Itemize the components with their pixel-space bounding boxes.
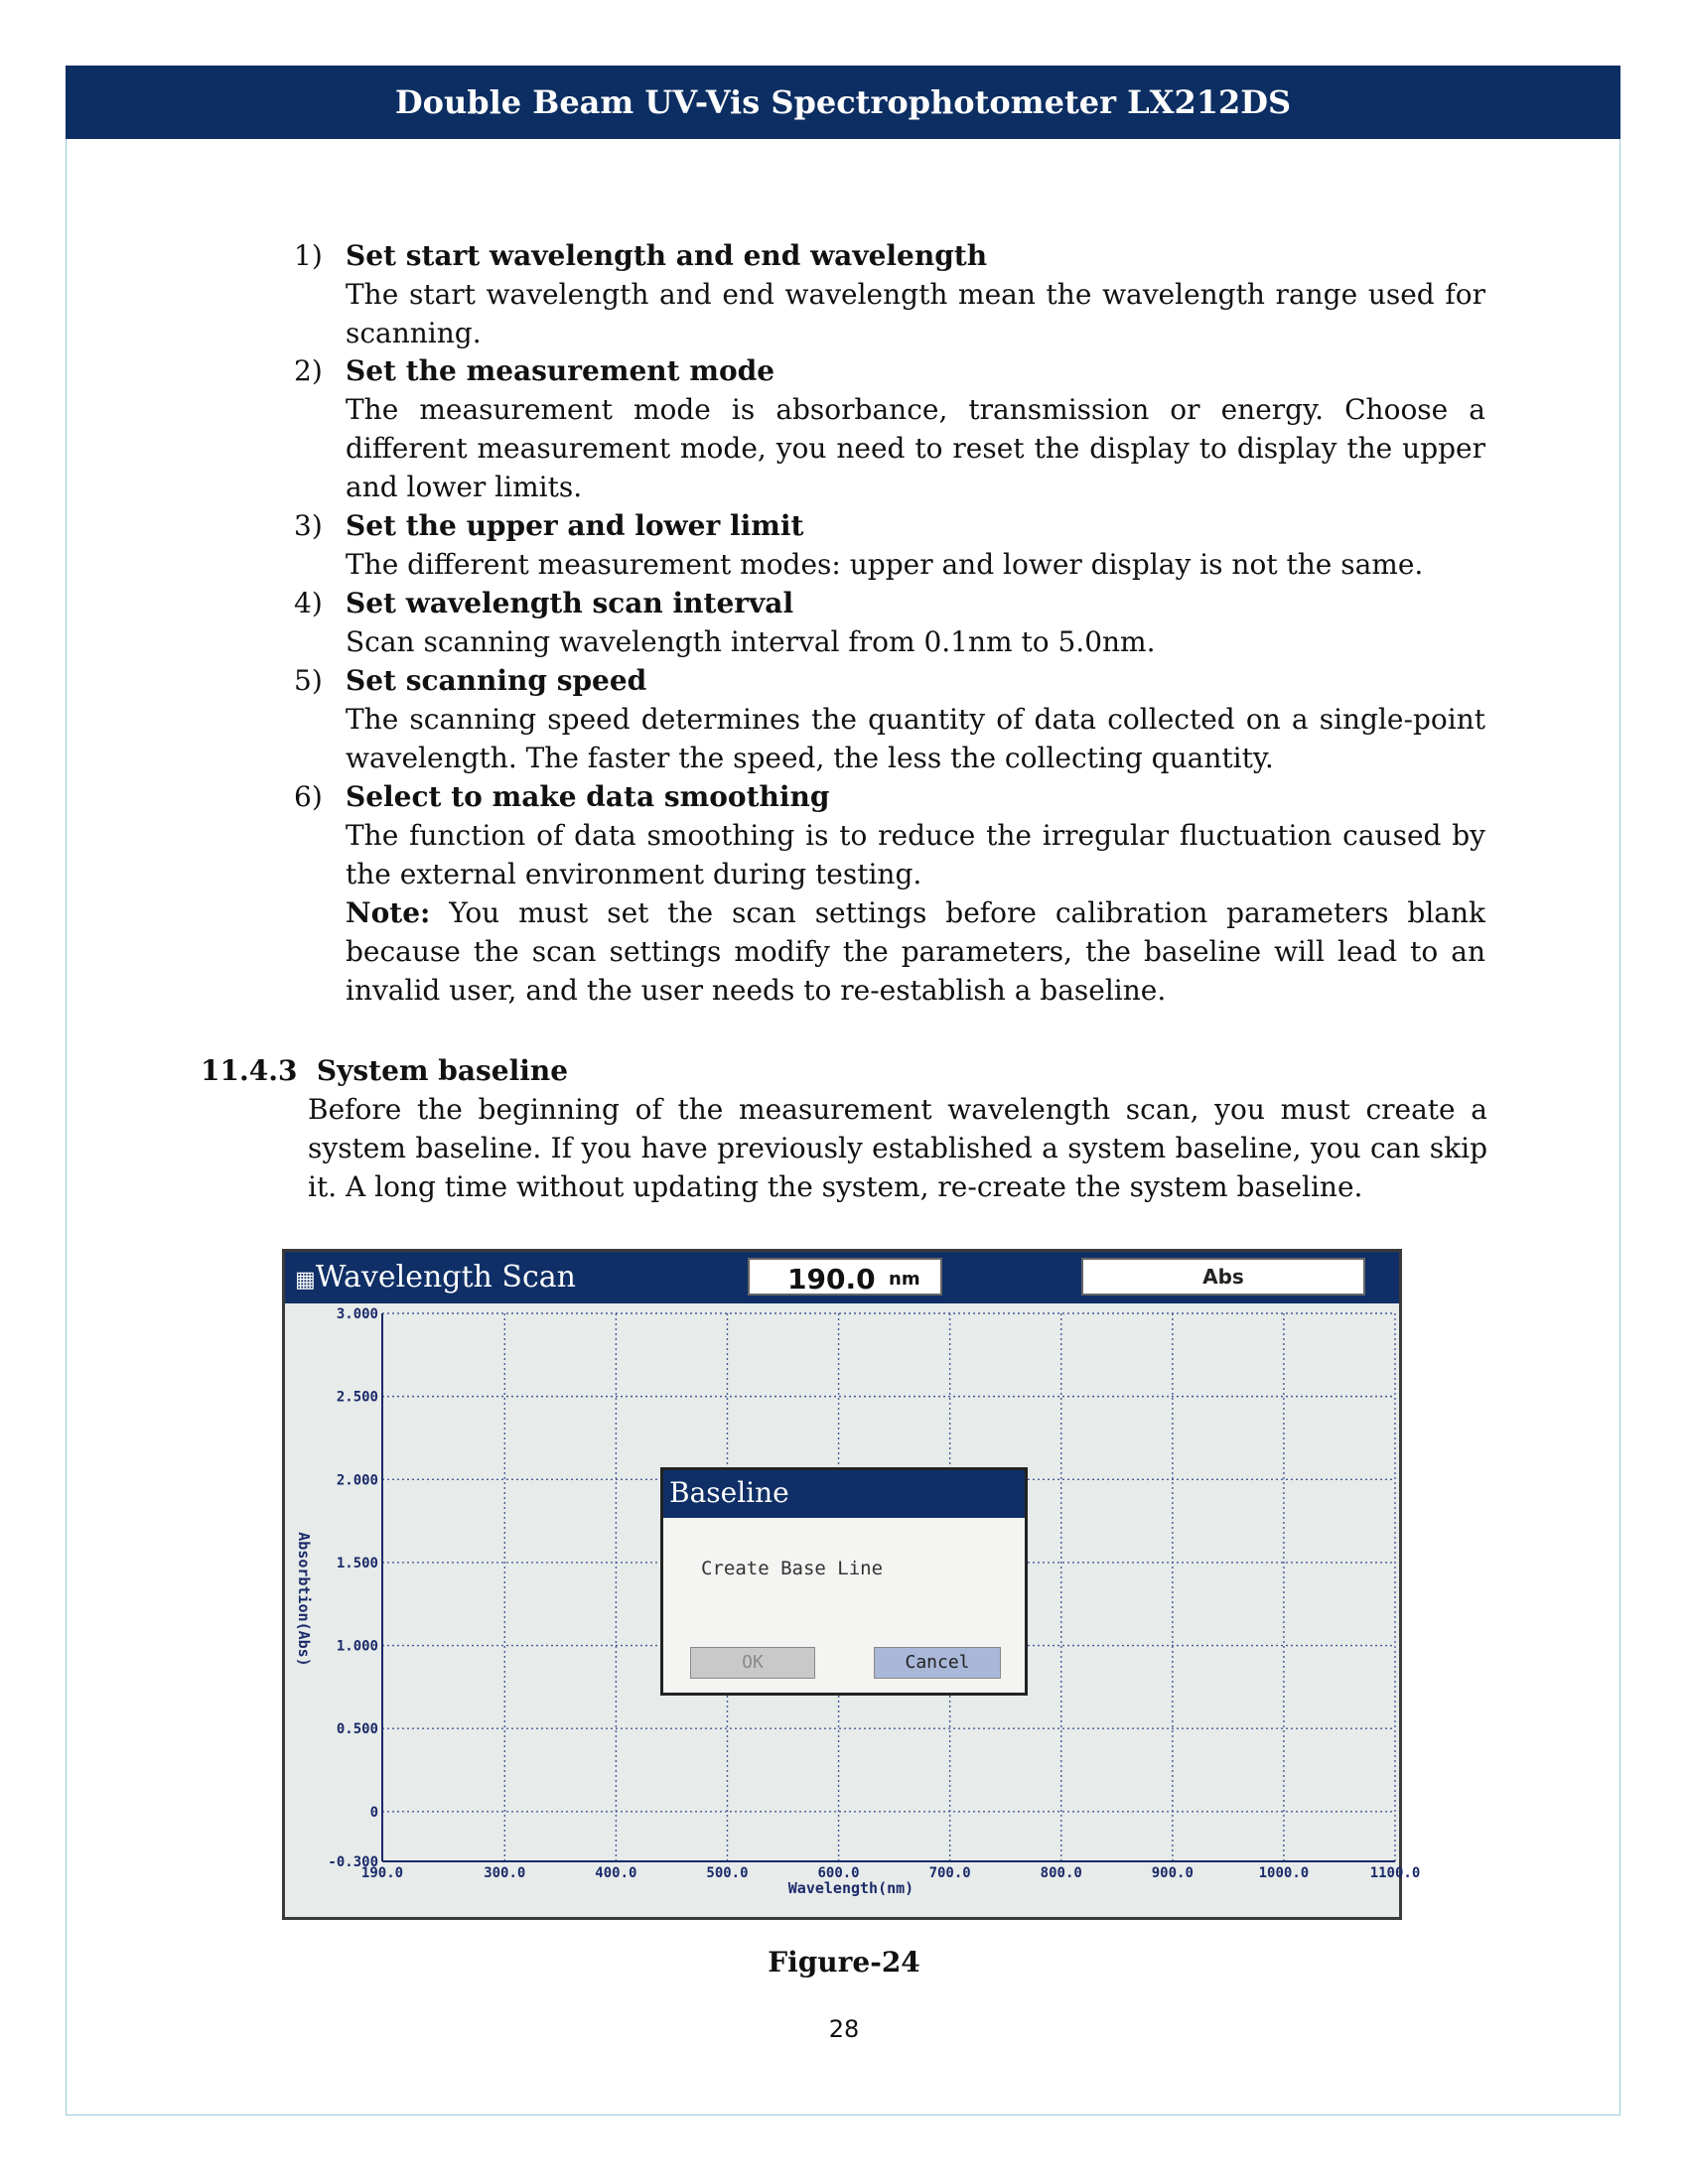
x-tick-label: 800.0 — [1040, 1865, 1082, 1881]
item-heading: Set the measurement mode — [346, 354, 775, 387]
screen-title — [295, 1260, 576, 1295]
figure-caption: Figure-24 — [768, 1946, 920, 1979]
page-number: 28 — [828, 2015, 860, 2043]
item-heading: Set wavelength scan interval — [346, 587, 794, 619]
item-body: The function of data smoothing is to reduce the irregular fluctuation caused by the external environment during testing. — [346, 819, 1485, 890]
item-number: 2) — [294, 354, 323, 387]
wavelength-value: 190.0 — [787, 1263, 876, 1296]
x-tick-label: 300.0 — [484, 1865, 526, 1881]
x-tick-label: 900.0 — [1151, 1865, 1194, 1881]
x-tick-label: 190.0 — [360, 1865, 404, 1881]
item-heading: Set scanning speed — [346, 664, 647, 697]
item-number: 3) — [294, 509, 323, 542]
item-number: 5) — [294, 664, 323, 697]
note-text: You must set the scan settings before calibration parameters blank because the scan settings modify the parameters, the baseline will lead to an invalid user, and the user needs to re-establish a baseline. — [346, 896, 1485, 1007]
keyboard-icon: ▦ — [295, 1268, 316, 1293]
item-number: 1) — [294, 239, 323, 272]
y-tick-label: 2.000 — [336, 1472, 378, 1489]
note-label: Note: — [346, 896, 431, 929]
wavelength-display — [748, 1258, 942, 1296]
y-tick-label: 3.000 — [336, 1306, 378, 1322]
dialog-title-bar — [663, 1470, 1025, 1518]
y-tick-label: 0.500 — [336, 1721, 378, 1738]
item-heading: Select to make data smoothing — [346, 780, 830, 813]
item-body: The scanning speed determines the quantity of data collected on a single-point wavelength. The faster the speed, the less the collecting quantity. — [346, 703, 1485, 774]
item-number: 4) — [294, 587, 323, 619]
instrument-screen — [282, 1249, 1421, 1920]
dialog-title: Baseline — [669, 1476, 789, 1509]
y-tick-label: 1.000 — [336, 1638, 378, 1655]
y-axis-label: Absorbtion(Abs) — [295, 1532, 313, 1667]
item-body: Scan scanning wavelength interval from 0.1nm to 5.0nm. — [346, 625, 1156, 658]
dialog-message: Create Base Line — [701, 1558, 884, 1579]
measurement-mode-display: Abs — [1081, 1258, 1365, 1296]
x-tick-label: 1000.0 — [1258, 1865, 1310, 1881]
x-tick-label: 600.0 — [817, 1865, 860, 1881]
x-tick-label: 400.0 — [595, 1865, 637, 1881]
y-tick-label: 1.500 — [336, 1555, 378, 1571]
y-tick-label: -0.300 — [328, 1854, 378, 1870]
x-tick-label: 700.0 — [928, 1865, 971, 1881]
item-heading: Set start wavelength and end wavelength — [346, 239, 988, 272]
item-number: 6) — [294, 780, 323, 813]
item-body: The measurement mode is absorbance, transmission or energy. Choose a different measurement mode, you need to reset the display to display the upper and lower limits. — [346, 393, 1485, 503]
wavelength-unit: nm — [889, 1269, 920, 1290]
x-tick-label: 500.0 — [706, 1865, 749, 1881]
y-tick-label: 2.500 — [336, 1389, 378, 1406]
cancel-button[interactable]: Cancel — [874, 1647, 1001, 1679]
ok-button[interactable]: OK — [690, 1647, 815, 1679]
document-title: Double Beam UV-Vis Spectrophotometer LX212DS — [394, 83, 1292, 121]
x-axis-label: Wavelength(nm) — [787, 1879, 914, 1897]
baseline-dialog — [660, 1467, 1028, 1696]
section-heading: 11.4.3 System baseline — [201, 1054, 569, 1087]
screen-title-bar — [285, 1252, 1399, 1303]
section-body: Before the beginning of the measurement wavelength scan, you must create a system baseline. If you have previously established a system baseline, you can skip it. A long time without updating the system, re-create the system baseline. — [308, 1093, 1487, 1203]
item-body: The start wavelength and end wavelength mean the wavelength range used for scanning. — [346, 278, 1485, 349]
note-paragraph — [346, 893, 1485, 1010]
item-body: The different measurement modes: upper and lower display is not the same. — [346, 548, 1424, 581]
y-tick-label: 0 — [369, 1804, 378, 1821]
screen-title-text: Wavelength Scan — [315, 1260, 576, 1295]
item-heading: Set the upper and lower limit — [346, 509, 804, 542]
x-tick-label: 1100.0 — [1369, 1865, 1421, 1881]
